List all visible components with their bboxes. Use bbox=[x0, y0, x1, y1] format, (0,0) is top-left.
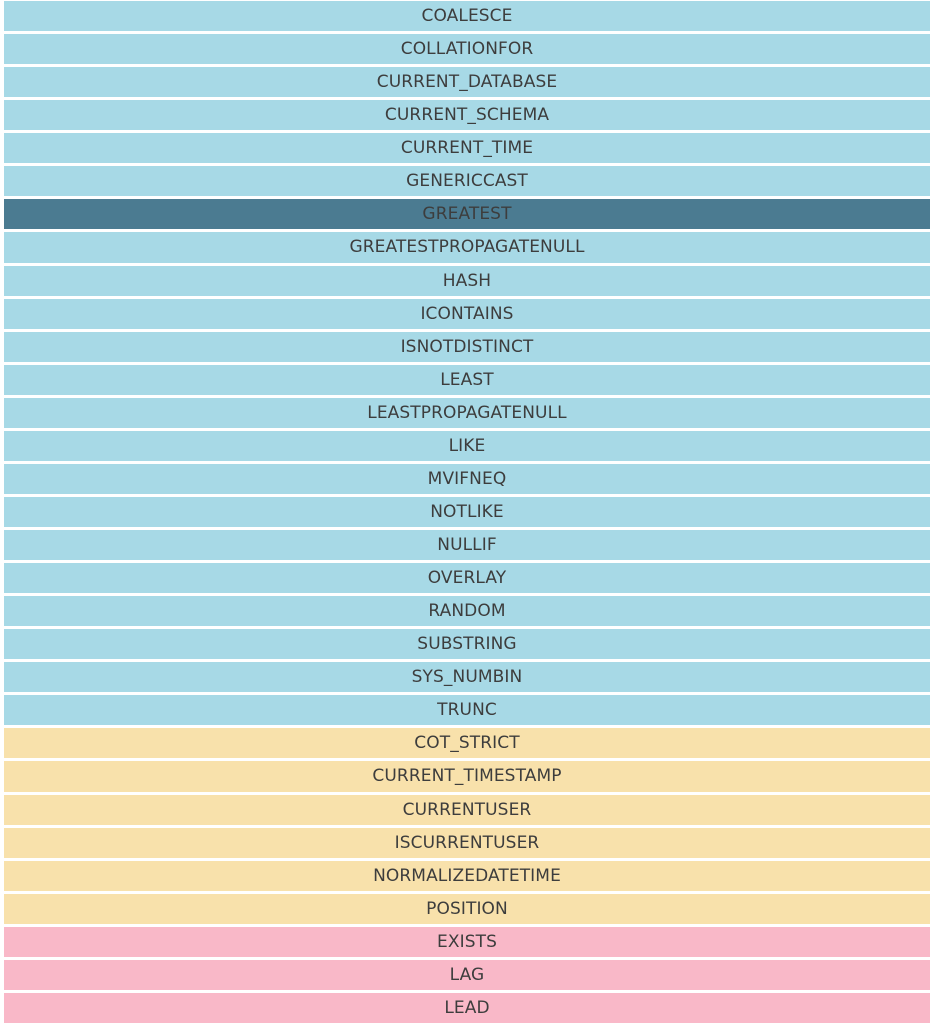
list-item[interactable] bbox=[4, 728, 930, 758]
list-item-label: EXISTS bbox=[437, 931, 497, 952]
list-item-label: ICONTAINS bbox=[420, 303, 514, 324]
list-item-label: TRUNC bbox=[437, 700, 497, 721]
list-item[interactable] bbox=[4, 596, 930, 626]
list-item[interactable] bbox=[4, 795, 930, 825]
list-item-label: GREATEST bbox=[422, 204, 512, 225]
list-item[interactable] bbox=[4, 365, 930, 395]
list-item[interactable] bbox=[4, 993, 930, 1023]
list-item[interactable] bbox=[4, 332, 930, 362]
list-item-label: LAG bbox=[449, 964, 485, 985]
list-item[interactable] bbox=[4, 761, 930, 791]
list-item[interactable] bbox=[4, 166, 930, 196]
list-item[interactable] bbox=[4, 894, 930, 924]
list-item[interactable] bbox=[4, 828, 930, 858]
list-item-label: COT_STRICT bbox=[414, 733, 520, 754]
list-item-label: LEAD bbox=[444, 997, 490, 1018]
list-item[interactable] bbox=[4, 695, 930, 725]
list-item[interactable] bbox=[4, 34, 930, 64]
function-list bbox=[4, 1, 930, 1023]
list-item[interactable] bbox=[4, 861, 930, 891]
list-item[interactable] bbox=[4, 100, 930, 130]
list-item-label: COALESCE bbox=[421, 6, 513, 27]
list-item-label: LEASTPROPAGATENULL bbox=[367, 402, 567, 423]
list-item[interactable] bbox=[4, 431, 930, 461]
list-item-label: ISCURRENTUSER bbox=[394, 832, 540, 853]
list-item-label: GREATESTPROPAGATENULL bbox=[349, 237, 585, 258]
list-item-label: LEAST bbox=[440, 369, 494, 390]
list-item[interactable] bbox=[4, 299, 930, 329]
list-item-label: RANDOM bbox=[428, 601, 506, 622]
list-item[interactable] bbox=[4, 960, 930, 990]
list-item-label: GENERICCAST bbox=[406, 171, 528, 192]
list-item-label: OVERLAY bbox=[427, 568, 507, 589]
list-item[interactable] bbox=[4, 662, 930, 692]
list-item[interactable] bbox=[4, 133, 930, 163]
list-item-label: SUBSTRING bbox=[417, 634, 517, 655]
list-item-label: NORMALIZEDATETIME bbox=[373, 865, 561, 886]
list-item[interactable] bbox=[4, 1, 930, 31]
list-item[interactable] bbox=[4, 927, 930, 957]
list-item[interactable] bbox=[4, 398, 930, 428]
list-item-label: ISNOTDISTINCT bbox=[400, 336, 534, 357]
list-item-label: CURRENTUSER bbox=[402, 799, 532, 820]
list-item[interactable] bbox=[4, 530, 930, 560]
list-item-label: CURRENT_TIMESTAMP bbox=[372, 766, 562, 787]
list-item[interactable] bbox=[4, 464, 930, 494]
list-item-label: MVIFNEQ bbox=[427, 468, 507, 489]
list-item-label: CURRENT_TIME bbox=[400, 138, 534, 159]
list-item-label: HASH bbox=[442, 270, 492, 291]
list-item-label: CURRENT_DATABASE bbox=[376, 72, 558, 93]
list-item-label: SYS_NUMBIN bbox=[411, 667, 523, 688]
list-item-label: LIKE bbox=[448, 435, 486, 456]
list-item[interactable] bbox=[4, 497, 930, 527]
list-item[interactable] bbox=[4, 67, 930, 97]
list-item[interactable] bbox=[4, 563, 930, 593]
list-item-label: CURRENT_SCHEMA bbox=[384, 105, 550, 126]
list-item-label: NOTLIKE bbox=[430, 501, 504, 522]
list-item-label: COLLATIONFOR bbox=[400, 39, 534, 60]
list-item[interactable] bbox=[4, 199, 930, 229]
list-item[interactable] bbox=[4, 266, 930, 296]
list-item-label: NULLIF bbox=[437, 535, 497, 556]
list-item-label: POSITION bbox=[426, 898, 508, 919]
list-item[interactable] bbox=[4, 232, 930, 262]
list-item[interactable] bbox=[4, 629, 930, 659]
